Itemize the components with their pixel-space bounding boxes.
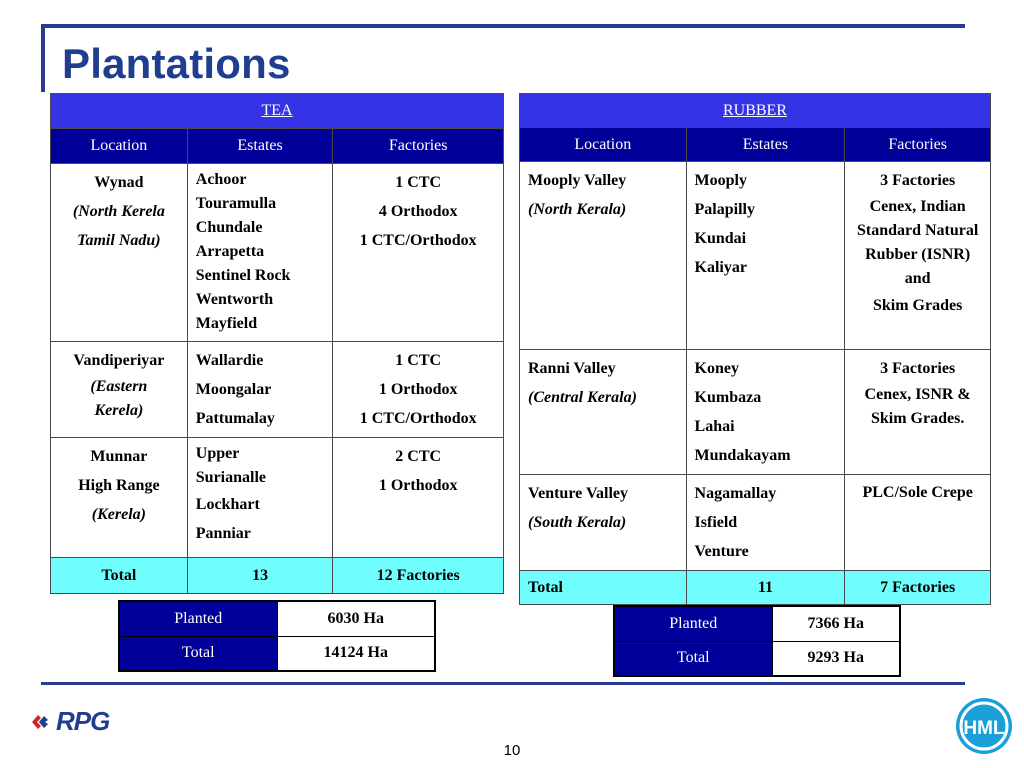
- tea-estates-cell: [187, 342, 333, 438]
- estate-name: Mooply: [694, 172, 747, 189]
- estate-name: Touramulla: [195, 195, 277, 212]
- rubber-summary-table: [613, 605, 901, 677]
- slide-title: Plantations: [62, 40, 291, 87]
- tea-estates-cell: [187, 438, 333, 558]
- estate-name: Nagamallay: [694, 485, 777, 502]
- location-name: Ranni Valley: [528, 360, 616, 377]
- factory-item: Skim Grades: [872, 297, 963, 314]
- tea-col-factories: Factories: [333, 129, 504, 164]
- tea-row-vandiperiyar: [51, 342, 504, 438]
- hml-logo-text: HML: [963, 718, 1005, 739]
- estate-name: Mayfield: [195, 315, 258, 332]
- rubber-location-cell: [520, 475, 687, 571]
- factory-item: 1 CTC: [395, 352, 442, 369]
- page-number: 10: [503, 742, 521, 759]
- location-name: High Range: [78, 477, 160, 494]
- estate-name: Sentinel Rock: [195, 267, 291, 284]
- rubber-header: RUBBER: [520, 94, 991, 128]
- estate-name: Achoor: [195, 171, 247, 188]
- factory-item: 3 Factories: [880, 360, 956, 377]
- location-name: Mooply Valley: [528, 172, 627, 189]
- rubber-row-mooply: [520, 162, 991, 350]
- factory-item: PLC/Sole Crepe: [862, 484, 973, 501]
- estate-name: Kumbaza: [694, 389, 762, 406]
- rpg-mark-icon: [30, 711, 52, 733]
- rubber-total-estates: 11: [686, 571, 845, 605]
- factory-item: 1 Orthodox: [378, 381, 458, 398]
- left-rule: [41, 24, 45, 92]
- estate-name: Isfield: [694, 514, 738, 531]
- location-region: (South Kerala): [528, 514, 627, 531]
- top-rule: [41, 24, 965, 28]
- tea-total-factories: 12 Factories: [333, 558, 504, 594]
- tea-estates-cell: [187, 164, 333, 342]
- location-region: (North Kerala): [528, 201, 627, 218]
- tea-total-estates: 13: [187, 558, 333, 594]
- tea-summary-table: [118, 600, 436, 672]
- rubber-total-label: Total: [520, 571, 687, 605]
- tea-row-wynad: [51, 164, 504, 342]
- rubber-row-ranni: [520, 350, 991, 475]
- estate-name: Kundai: [694, 230, 747, 247]
- rubber-factories-cell: [845, 475, 991, 571]
- tea-planted-value: 6030 Ha: [277, 601, 435, 636]
- location-name: Vandiperiyar: [73, 352, 165, 369]
- rubber-estates-cell: [686, 162, 845, 350]
- factory-item: 4 Orthodox: [378, 203, 458, 220]
- estate-name: Koney: [694, 360, 739, 377]
- tea-area-total-value: 14124 Ha: [277, 636, 435, 671]
- tea-location-cell: [51, 342, 188, 438]
- factory-item: 1 CTC/Orthodox: [359, 232, 477, 249]
- tea-total-label: Total: [51, 558, 188, 594]
- tea-row-munnar: [51, 438, 504, 558]
- tea-header: TEA: [51, 94, 504, 129]
- rubber-estates-cell: [686, 350, 845, 475]
- rubber-col-location: Location: [520, 128, 687, 162]
- rubber-total-row: [520, 571, 991, 605]
- factory-item: 1 CTC: [395, 174, 442, 191]
- rubber-location-cell: [520, 350, 687, 475]
- location-name: Munnar: [90, 448, 148, 465]
- estate-name: Wentworth: [195, 291, 274, 308]
- rubber-col-estates: Estates: [686, 128, 845, 162]
- rpg-logo: [30, 706, 109, 737]
- estate-name: Mundakayam: [694, 447, 791, 464]
- estate-name: Lahai: [694, 418, 735, 435]
- estate-name: Surianalle: [195, 469, 266, 486]
- location-region: Kerela): [94, 402, 144, 419]
- tea-area-total-label: Total: [119, 636, 277, 671]
- rubber-table: [519, 93, 991, 605]
- hml-logo: [948, 690, 1024, 768]
- location-region: (Kerela): [91, 506, 146, 523]
- factory-item: Cenex, Indian Standard Natural Rubber (ISNR) and: [856, 198, 979, 287]
- tea-factories-cell: [333, 164, 504, 342]
- estate-name: Panniar: [195, 525, 251, 542]
- bottom-rule: [41, 682, 965, 685]
- location-name: Venture Valley: [528, 485, 629, 502]
- tea-planted-label: Planted: [119, 601, 277, 636]
- rubber-planted-value: 7366 Ha: [772, 606, 900, 641]
- location-region: (North Kerela: [72, 203, 165, 220]
- estate-name: Pattumalay: [195, 410, 275, 427]
- rubber-estates-cell: [686, 475, 845, 571]
- rubber-factories-cell: [845, 350, 991, 475]
- estate-name: Kaliyar: [694, 259, 747, 276]
- estate-name: Venture: [694, 543, 749, 560]
- rubber-location-cell: [520, 162, 687, 350]
- estate-name: Palapilly: [694, 201, 755, 218]
- factory-item: 1 CTC/Orthodox: [359, 410, 477, 427]
- location-region: Tamil Nadu): [77, 232, 161, 249]
- estate-name: Arrapetta: [195, 243, 265, 260]
- tea-col-location: Location: [51, 129, 188, 164]
- rubber-total-factories: 7 Factories: [845, 571, 991, 605]
- location-name: Wynad: [94, 174, 144, 191]
- tea-location-cell: [51, 438, 188, 558]
- rubber-col-factories: Factories: [845, 128, 991, 162]
- estate-name: Moongalar: [195, 381, 272, 398]
- rubber-row-venture: [520, 475, 991, 571]
- tea-col-estates: Estates: [187, 129, 333, 164]
- factory-item: 2 CTC: [395, 448, 442, 465]
- tea-factories-cell: [333, 342, 504, 438]
- location-region: (Eastern: [90, 378, 148, 395]
- tea-factories-cell: [333, 438, 504, 558]
- estate-name: Lockhart: [195, 496, 260, 513]
- factory-item: Cenex, ISNR & Skim Grades.: [864, 386, 971, 427]
- tea-location-cell: [51, 164, 188, 342]
- estate-name: Wallardie: [195, 352, 264, 369]
- location-region: (Central Kerala): [528, 389, 637, 406]
- factory-item: 3 Factories: [880, 172, 956, 189]
- rubber-area-total-value: 9293 Ha: [772, 641, 900, 676]
- tea-total-row: [51, 558, 504, 594]
- estate-name: Upper: [195, 445, 240, 462]
- rubber-planted-label: Planted: [614, 606, 772, 641]
- factory-item: 1 Orthodox: [378, 477, 458, 494]
- rubber-factories-cell: [845, 162, 991, 350]
- estate-name: Chundale: [195, 219, 263, 236]
- tea-table: [50, 93, 504, 594]
- rubber-area-total-label: Total: [614, 641, 772, 676]
- rpg-logo-text: RPG: [56, 706, 110, 736]
